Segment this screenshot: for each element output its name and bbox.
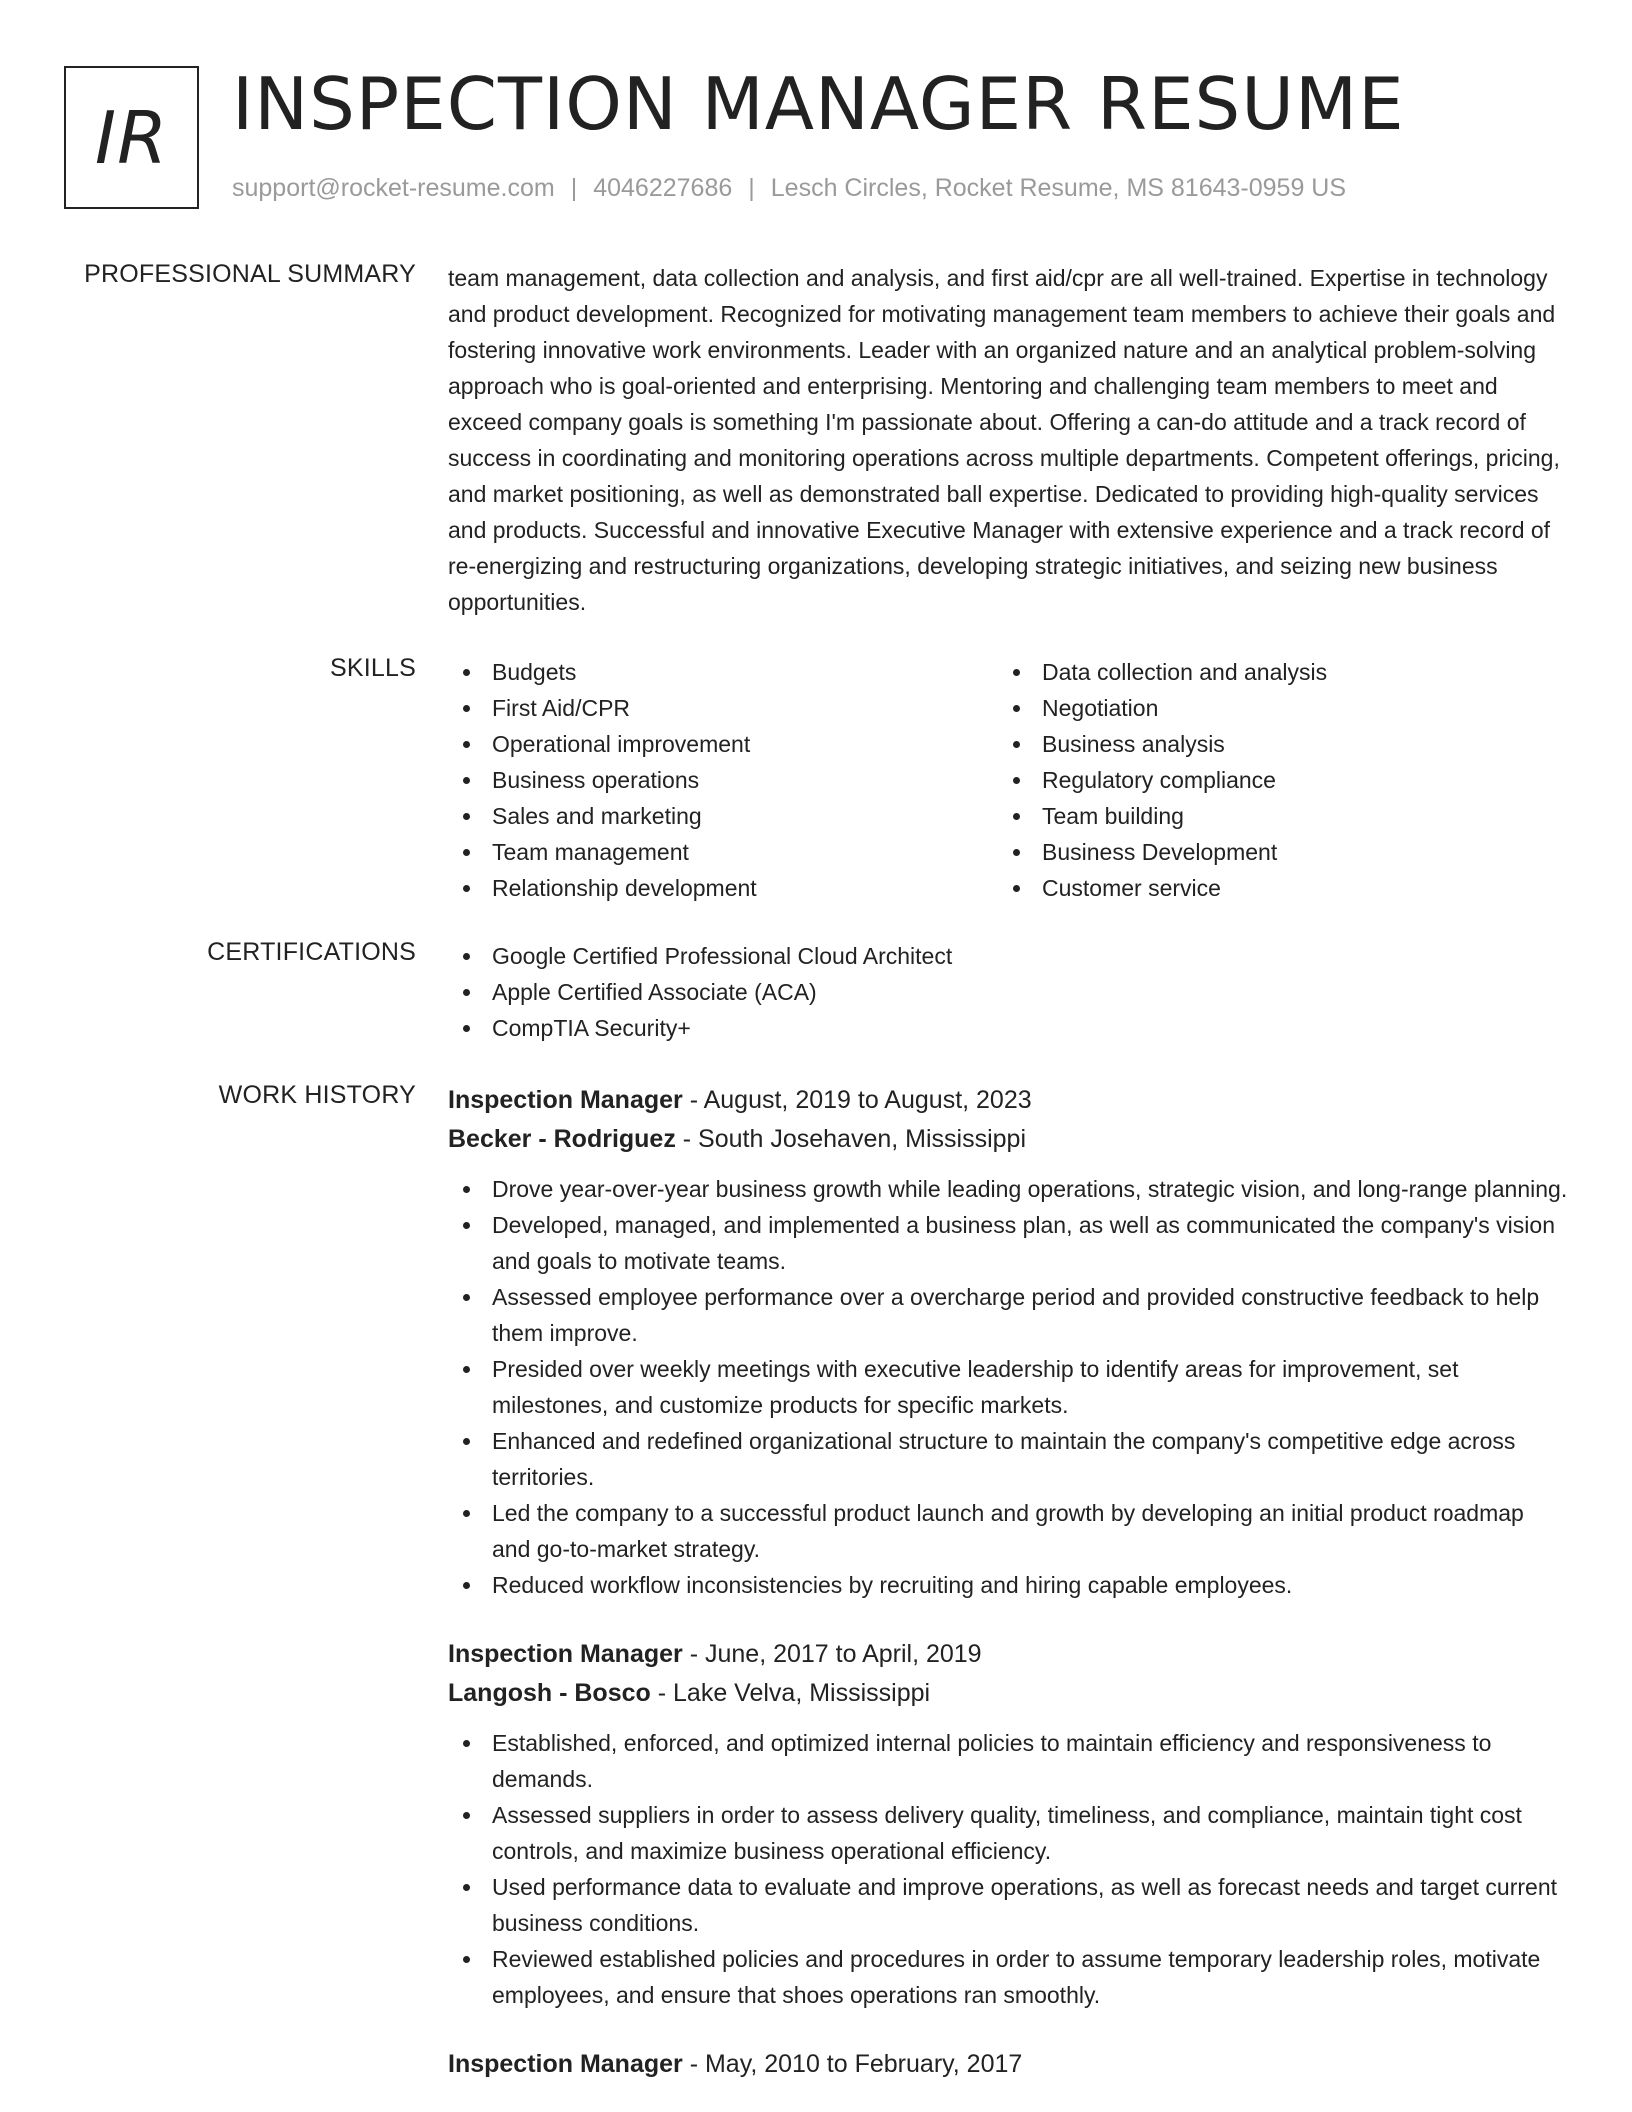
skill-item: Customer service [998, 870, 1548, 906]
skills-list-left [448, 654, 998, 906]
summary-body [448, 260, 1568, 620]
section-label-summary: PROFESSIONAL SUMMARY [84, 260, 416, 288]
skill-item: Business operations [448, 762, 998, 798]
certification-item: CompTIA Security+ [448, 1010, 1568, 1046]
resume-title: INSPECTION MANAGER RESUME [232, 62, 1405, 146]
skill-item: Business analysis [998, 726, 1548, 762]
job-title-line [448, 1081, 1568, 1120]
certifications-list [448, 938, 1568, 1046]
section-label-work-history: WORK HISTORY [218, 1081, 416, 1109]
job-company: Becker - Rodriguez [448, 1125, 676, 1153]
job-title-line [448, 2045, 1568, 2084]
job-duties-list [448, 1725, 1568, 2013]
monogram-box [64, 66, 199, 209]
job-location: - Lake Velva, Mississippi [650, 1679, 931, 1707]
work-history-body [448, 1081, 1568, 2112]
job-duties-list [448, 1171, 1568, 1603]
job-duty-item: Drove year-over-year business growth while leading operations, strategic vision, and long-range planning. [448, 1171, 1568, 1207]
contact-address: Lesch Circles, Rocket Resume, MS 81643-0959 US [770, 174, 1347, 202]
job-duty-item: Assessed employee performance over a overcharge period and provided constructive feedback to help them improve. [448, 1279, 1568, 1351]
job-dates: - August, 2019 to August, 2023 [682, 1086, 1032, 1114]
skill-item: Data collection and analysis [998, 654, 1548, 690]
skills-list-right [998, 654, 1548, 906]
skill-item: Relationship development [448, 870, 998, 906]
skill-item: Sales and marketing [448, 798, 998, 834]
job-company-line [448, 1674, 1568, 1713]
summary-text: team management, data collection and analysis, and first aid/cpr are all well-trained. Expertise in technology and product development. Recognized for motivating management team members to achieve their goals and fostering innovative work environments. Leader with an organized nature and an analytical problem-solving approach who is goal-oriented and enterprising. Mentoring and challenging team members to meet and exceed company goals is something I'm passionate about. Offering a can-do attitude and a track record of success in coordinating and monitoring operations across multiple departments. Competent offerings, pricing, and market positioning, as well as demonstrated ball expertise. Dedicated to providing high-quality services and products. Successful and innovative Executive Manager with extensive experience and a track record of re-energizing and restructuring organizations, developing strategic initiatives, and seizing new business opportunities. [448, 265, 1560, 615]
job-duty-item: Developed, managed, and implemented a business plan, as well as communicated the company's vision and goals to motivate teams. [448, 1207, 1568, 1279]
job-entry [448, 1635, 1568, 2013]
job-title: Inspection Manager [448, 1640, 683, 1668]
skill-item: Business Development [998, 834, 1548, 870]
skill-item: First Aid/CPR [448, 690, 998, 726]
job-duty-item: Presided over weekly meetings with executive leadership to identify areas for improvement, set milestones, and customize products for specific markets. [448, 1351, 1568, 1423]
skill-item: Budgets [448, 654, 998, 690]
job-entry [448, 1081, 1568, 1603]
job-duty-item: Reduced workflow inconsistencies by recruiting and hiring capable employees. [448, 1567, 1568, 1603]
certification-item: Google Certified Professional Cloud Architect [448, 938, 1568, 974]
contact-separator: | [570, 174, 578, 202]
job-location: - South Josehaven, Mississippi [675, 1125, 1027, 1153]
job-duty-item: Enhanced and redefined organizational structure to maintain the company's competitive edge across territories. [448, 1423, 1568, 1495]
section-label-certifications: CERTIFICATIONS [207, 938, 416, 966]
job-duty-item: Assessed suppliers in order to assess delivery quality, timeliness, and compliance, maintain tight cost controls, and maximize business operational efficiency. [448, 1797, 1568, 1869]
job-title: Inspection Manager [448, 1086, 683, 1114]
job-duty-item: Led the company to a successful product launch and growth by developing an initial product roadmap and go-to-market strategy. [448, 1495, 1568, 1567]
contact-phone: 4046227686 [593, 174, 733, 202]
job-title-line [448, 1635, 1568, 1674]
skill-item: Regulatory compliance [998, 762, 1548, 798]
skill-item: Team building [998, 798, 1548, 834]
job-company: Langosh - Bosco [448, 1679, 651, 1707]
skills-body [448, 654, 1568, 906]
certification-item: Apple Certified Associate (ACA) [448, 974, 1568, 1010]
job-duty-item: Established, enforced, and optimized internal policies to maintain efficiency and responsiveness to demands. [448, 1725, 1568, 1797]
monogram-initials: IR [94, 95, 169, 180]
skill-item: Team management [448, 834, 998, 870]
job-title: Inspection Manager [448, 2050, 683, 2078]
job-dates: - June, 2017 to April, 2019 [682, 1640, 982, 1668]
skill-item: Negotiation [998, 690, 1548, 726]
resume-header [64, 62, 1604, 226]
certifications-body [448, 938, 1568, 1046]
job-dates: - May, 2010 to February, 2017 [682, 2050, 1023, 2078]
job-duty-item: Used performance data to evaluate and improve operations, as well as forecast needs and target current business conditions. [448, 1869, 1568, 1941]
job-company-line [448, 1120, 1568, 1159]
skill-item: Operational improvement [448, 726, 998, 762]
contact-separator: | [748, 174, 755, 202]
job-entry [448, 2045, 1568, 2084]
job-duty-item: Reviewed established policies and procedures in order to assume temporary leadership roles, motivate employees, and ensure that shoes operations ran smoothly. [448, 1941, 1568, 2013]
contact-email: support@rocket-resume.com [232, 174, 555, 202]
contact-line [232, 174, 1346, 203]
section-label-skills: SKILLS [330, 654, 416, 682]
